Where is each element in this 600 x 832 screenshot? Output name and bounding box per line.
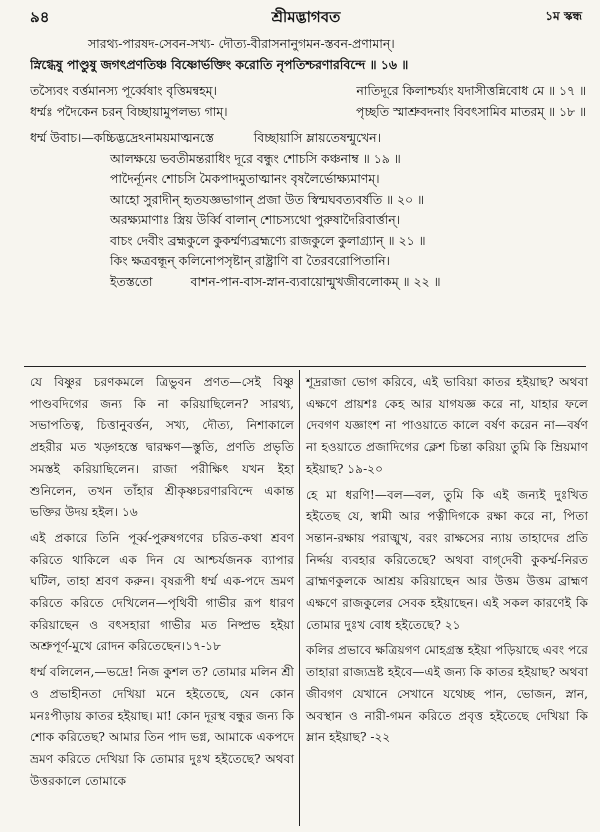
verse-line-pair: [30, 102, 586, 123]
commentary-paragraph: এই প্রকারে তিনি পূর্ব্ব-পুরুষগণের চরিত-কথা শ্রবণ করিতে থাকিলে এক দিন যে আশ্চর্যজনক ব্যাপার ঘটিল, তাহা শ্রবণ করুন। বৃষরূপী ধর্ম্ম এক-পদে ভ্রমণ করিতে করিতে দেখিলেন—পৃথিবী গাভীর রূপ ধারণ করিয়াছেন ও বৎসহারা গাভীর মত নিষ্প্রভ হইয়া অশ্রুপূর্ণ-মুখে রোদন করিতেছেন।১৭-১৮: [30, 530, 294, 654]
verse-line: [30, 128, 586, 149]
verse-line: অরক্ষ্যমাণাঃ স্ত্রিয় উর্ব্বি বালান্ শোচস্যথো পুরুষাদৈরিবার্ত্তান্।: [110, 212, 401, 227]
commentary-paragraph: কলির প্রভাবে ক্ষত্রিয়গণ মোহগ্রস্ত হইয়া পড়িয়াছে এবং পরে তাহারা রাজ্যভ্রষ্ট হইবে—এই জন্য কি কাতর হইয়াছ? অথবা জীবগণ যেখানে সেখানে যথেচ্ছ পান, ভোজন, স্নান, অবস্থান ও নারী-গমন করিতে প্রবৃত্ত হইতেছে দেখিয়া কি ম্লান হইয়াছ? -২২: [306, 643, 588, 745]
verse-half: তস্যৈবং বর্ত্তমানস্য পূর্ব্বেষাং বৃত্তিমন্বহম্।: [30, 83, 217, 98]
page-number: ৯৪: [30, 8, 50, 26]
verse-line: আলক্ষয়ে ভবতীমন্তরাধিং দূরে বন্ধুং শোচসি কঞ্চনাম্ব ॥ ১৯ ॥: [110, 150, 401, 166]
verse-line: আহো সুরাদীন্ হৃতযজ্ঞভাগান্ প্রজা উত স্বিন্মঘবত্যবর্ষতি ॥ ২০ ॥: [110, 191, 425, 207]
sanskrit-verses: [30, 34, 586, 292]
verse-line-pair: [30, 81, 586, 102]
commentary-paragraph: যে বিষ্ণুর চরণকমলে ত্রিভুবন প্রণত—সেই বিষ্ণু পাণ্ডবদিগের জন্য কি না করিয়াছিলেন? সারথ্য, সভাপতিত্ব, চিত্তানুবর্ত্তন, সখ্য, দৌত্য, নিশাকালে প্রহরীর মত খড়্গহস্তে দ্বারক্ষণ—স্তুতি, প্রণতি প্রভৃতি সমস্তই করিয়াছিলেন। রাজা পরীক্ষিৎ যখন ইহা শুনিলেন, তখন তাঁহার শ্রীকৃষ্ণচরণারবিন্দে একান্ত ভক্তির উদয় হইল। ১৬: [30, 375, 294, 520]
commentary-paragraph: শূদ্ররাজা ভোগ করিবে, এই ভাবিয়া কাতর হইয়াছ? অথবা এক্ষণে প্রায়শঃ কেহ আর যাগযজ্ঞ করে না, যাহার ফলে দেবগণ যজ্ঞাংশ না পাওয়াতে কালে বর্ষণ করেন না—বর্ষণ না হওয়াতে প্রজাদিগের ক্লেশ চিন্তা করিয়া তুমি কি ম্রিয়মাণ হইয়াছ? ১৯-২০: [306, 375, 588, 476]
verse-line: স্নিগ্ধেষু পাণ্ডুষু জগৎপ্রণতিঞ্চ বিষ্ণোর্ভক্তিং করোতি নৃপতিশ্চরণারবিন্দে ॥ ১৬ ॥: [30, 56, 409, 72]
verse-half: পৃচ্ছতি স্মাশ্রুবদনাং বিবৎসামিব মাতরম্ ॥ ১৮ ॥: [356, 103, 586, 119]
commentary-right-column: [306, 372, 588, 749]
verse-line: সারথ্য-পারষদ-সেবন-সখ্য- দৌত্য-বীরাসনানুগমন-স্তবন-প্রণামান্।: [88, 36, 395, 51]
verse-half: বিচ্ছায়াসি ম্লায়তেষন্মুখেন।: [253, 130, 381, 145]
verse-half: বাশন-পান-বাস-স্নান-ব্যবায়োন্মুখজীবলোকম্ ॥ ২২ ॥: [190, 273, 441, 289]
verse-half: ধর্ম্মঃ পদৈকেন চরন্ বিচ্ছায়ামুপলভ্য গাম্।: [30, 103, 228, 119]
verse-line: পাদৈর্ন্যূনং শোচসি মৈকপাদমুতাত্মানং বৃষলৈর্ভোক্ষ্যমাণম্।: [110, 171, 380, 186]
verse-line: [30, 272, 586, 293]
commentary-paragraph: ধর্ম্ম বলিলেন,—ভদ্রে! নিজ কুশল ত? তোমার মলিন শ্রী ও প্রভাহীনতা দেখিয়া মনে হইতেছে, যেন কোন মনঃপীড়ায় কাতর হইয়াছ। মা! কোন দূরস্থ বন্ধুর জন্য কি শোক করিতেছ? আমার তিন পাদ ভগ্ন, আমাকে একপদে ভ্রমণ করিতে দেখিয়া কি তোমার দুঃখ হইতেছে? অথবা উত্তরকালে তোমাকে: [30, 665, 294, 788]
verse-line: বাচং দেবীং ব্রহ্মকুলে কুকর্ম্মণ্যব্রহ্মণ্যে রাজকুলে কুলাগ্র্যান্ ॥ ২১ ॥: [110, 232, 426, 248]
section-rule: [24, 366, 586, 367]
commentary-paragraph: হে মা ধরণি!—বল—বল, তুমি কি এই জন্যই দুঃখিত হইতেছ যে, স্বামী আর পত্নীদিগকে রক্ষা করে না, পিতা সন্তান-রক্ষায় পরাঙ্মুখ, বরং রাক্ষসের ন্যায় তাহাদের প্রতি নির্দ্দয় ব্যবহার করিতেছে? অথবা বাগ্‌দেবী কুকর্ম্ম-নিরত ব্রাহ্মণকুলকে আশ্রয় করিয়াছেন আর উত্তম উত্তম ব্রাহ্মণ এক্ষণে রাজকুলের সেবক হইয়াছেন। এই সকল কারণেই কি তোমার দুঃখ বোধ হইতেছে? ২১: [306, 487, 588, 632]
column-divider: [299, 370, 300, 826]
verse-line: কিং ক্ষত্রবন্ধূন্ কলিনোপসৃষ্টান্ রাষ্ট্রাণি বা তৈরবরোপিতানি।: [110, 253, 390, 268]
verse-half: নাতিদূরে কিলাশ্চর্য্যং যদাসীত্তন্নিবোধ মে ॥ ১৭ ॥: [356, 83, 586, 98]
verse-half: ধর্ম্ম উবাচ।—কচ্চিদ্ভদ্রেঽনাময়মাত্মনস্তে: [30, 130, 214, 145]
verse-half: ইতস্ততো: [110, 273, 153, 289]
running-title: শ্রীমদ্ভাগবত: [271, 8, 341, 26]
volume-label: ১ম স্কন্ধ: [545, 9, 582, 23]
page-header: [30, 6, 582, 32]
commentary-left-column: [30, 372, 294, 792]
